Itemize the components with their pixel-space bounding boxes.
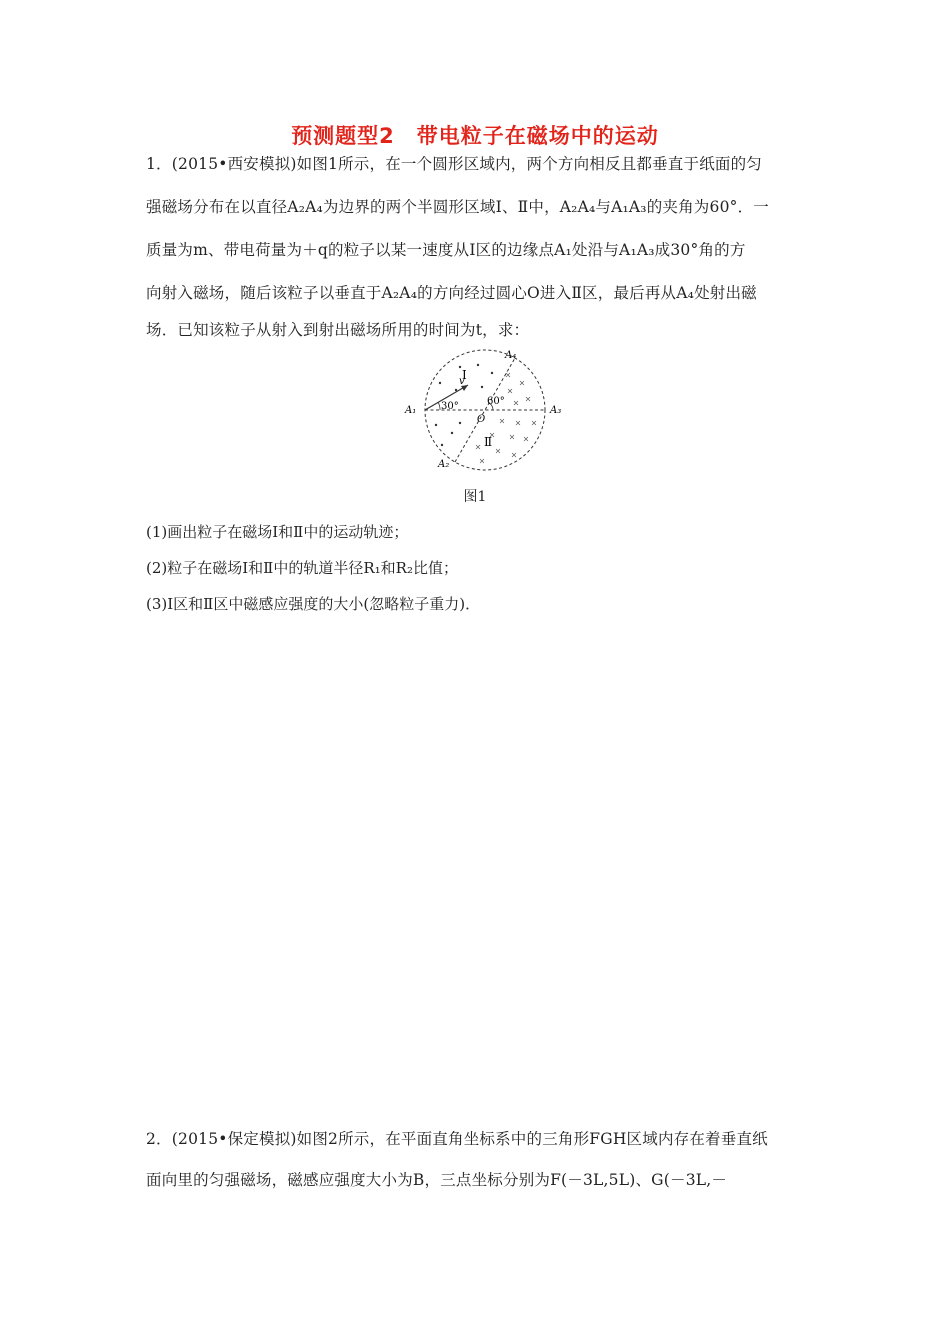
question-1-part-1: (1)画出粒子在磁场Ⅰ和Ⅱ中的运动轨迹； (146, 523, 409, 541)
label-region-1: Ⅰ (462, 368, 467, 382)
label-angle-60: 60° (487, 396, 505, 407)
question-1-line-3: 质量为m、带电荷量为＋q的粒子以某一速度从Ⅰ区的边缘点A₁处沿与A₁A₃成30°角的方 (146, 241, 746, 259)
label-a1: A₁ (405, 405, 417, 416)
label-o: O (477, 414, 486, 425)
label-v: v (459, 376, 465, 387)
question-1-part-3: (3)Ⅰ区和Ⅱ区中磁感应强度的大小(忽略粒子重力)． (146, 595, 481, 613)
label-a4: A₄ (505, 350, 517, 361)
question-1-part-2: (2)粒子在磁场Ⅰ和Ⅱ中的轨道半径R₁和R₂比值； (146, 559, 458, 577)
label-region-2: Ⅱ (484, 435, 493, 449)
page-title: 预测题型2 带电粒子在磁场中的运动 (291, 124, 659, 148)
question-2-line-2: 面向里的匀强磁场，磁感应强度大小为B，三点坐标分别为F(－3L,5L)、G(－3L,－ (146, 1171, 728, 1189)
question-1-line-4: 向射入磁场，随后该粒子以垂直于A₂A₄的方向经过圆心O进入Ⅱ区，最后再从A₄处射出磁 (146, 284, 757, 302)
question-1-line-2: 强磁场分布在以直径A₂A₄为边界的两个半圆形区域Ⅰ、Ⅱ中，A₂A₄与A₁A₃的夹角为60°．一 (146, 198, 769, 216)
figure-1-diagram (400, 345, 560, 475)
label-angle-30: 30° (441, 401, 459, 412)
question-2-line-1: 2．(2015•保定模拟)如图2所示，在平面直角坐标系中的三角形FGH区域内存在着垂直纸 (146, 1130, 768, 1148)
figure-1-caption: 图1 (463, 489, 487, 505)
label-a3: A₃ (550, 405, 562, 416)
label-a2: A₂ (438, 459, 450, 470)
angle-30-arc (438, 402, 440, 410)
question-1-line-5: 场．已知该粒子从射入到射出磁场所用的时间为t，求： (146, 321, 530, 339)
question-1-line-1: 1．(2015•西安模拟)如图1所示，在一个圆形区域内，两个方向相反且都垂直于纸面的匀 (146, 155, 763, 173)
